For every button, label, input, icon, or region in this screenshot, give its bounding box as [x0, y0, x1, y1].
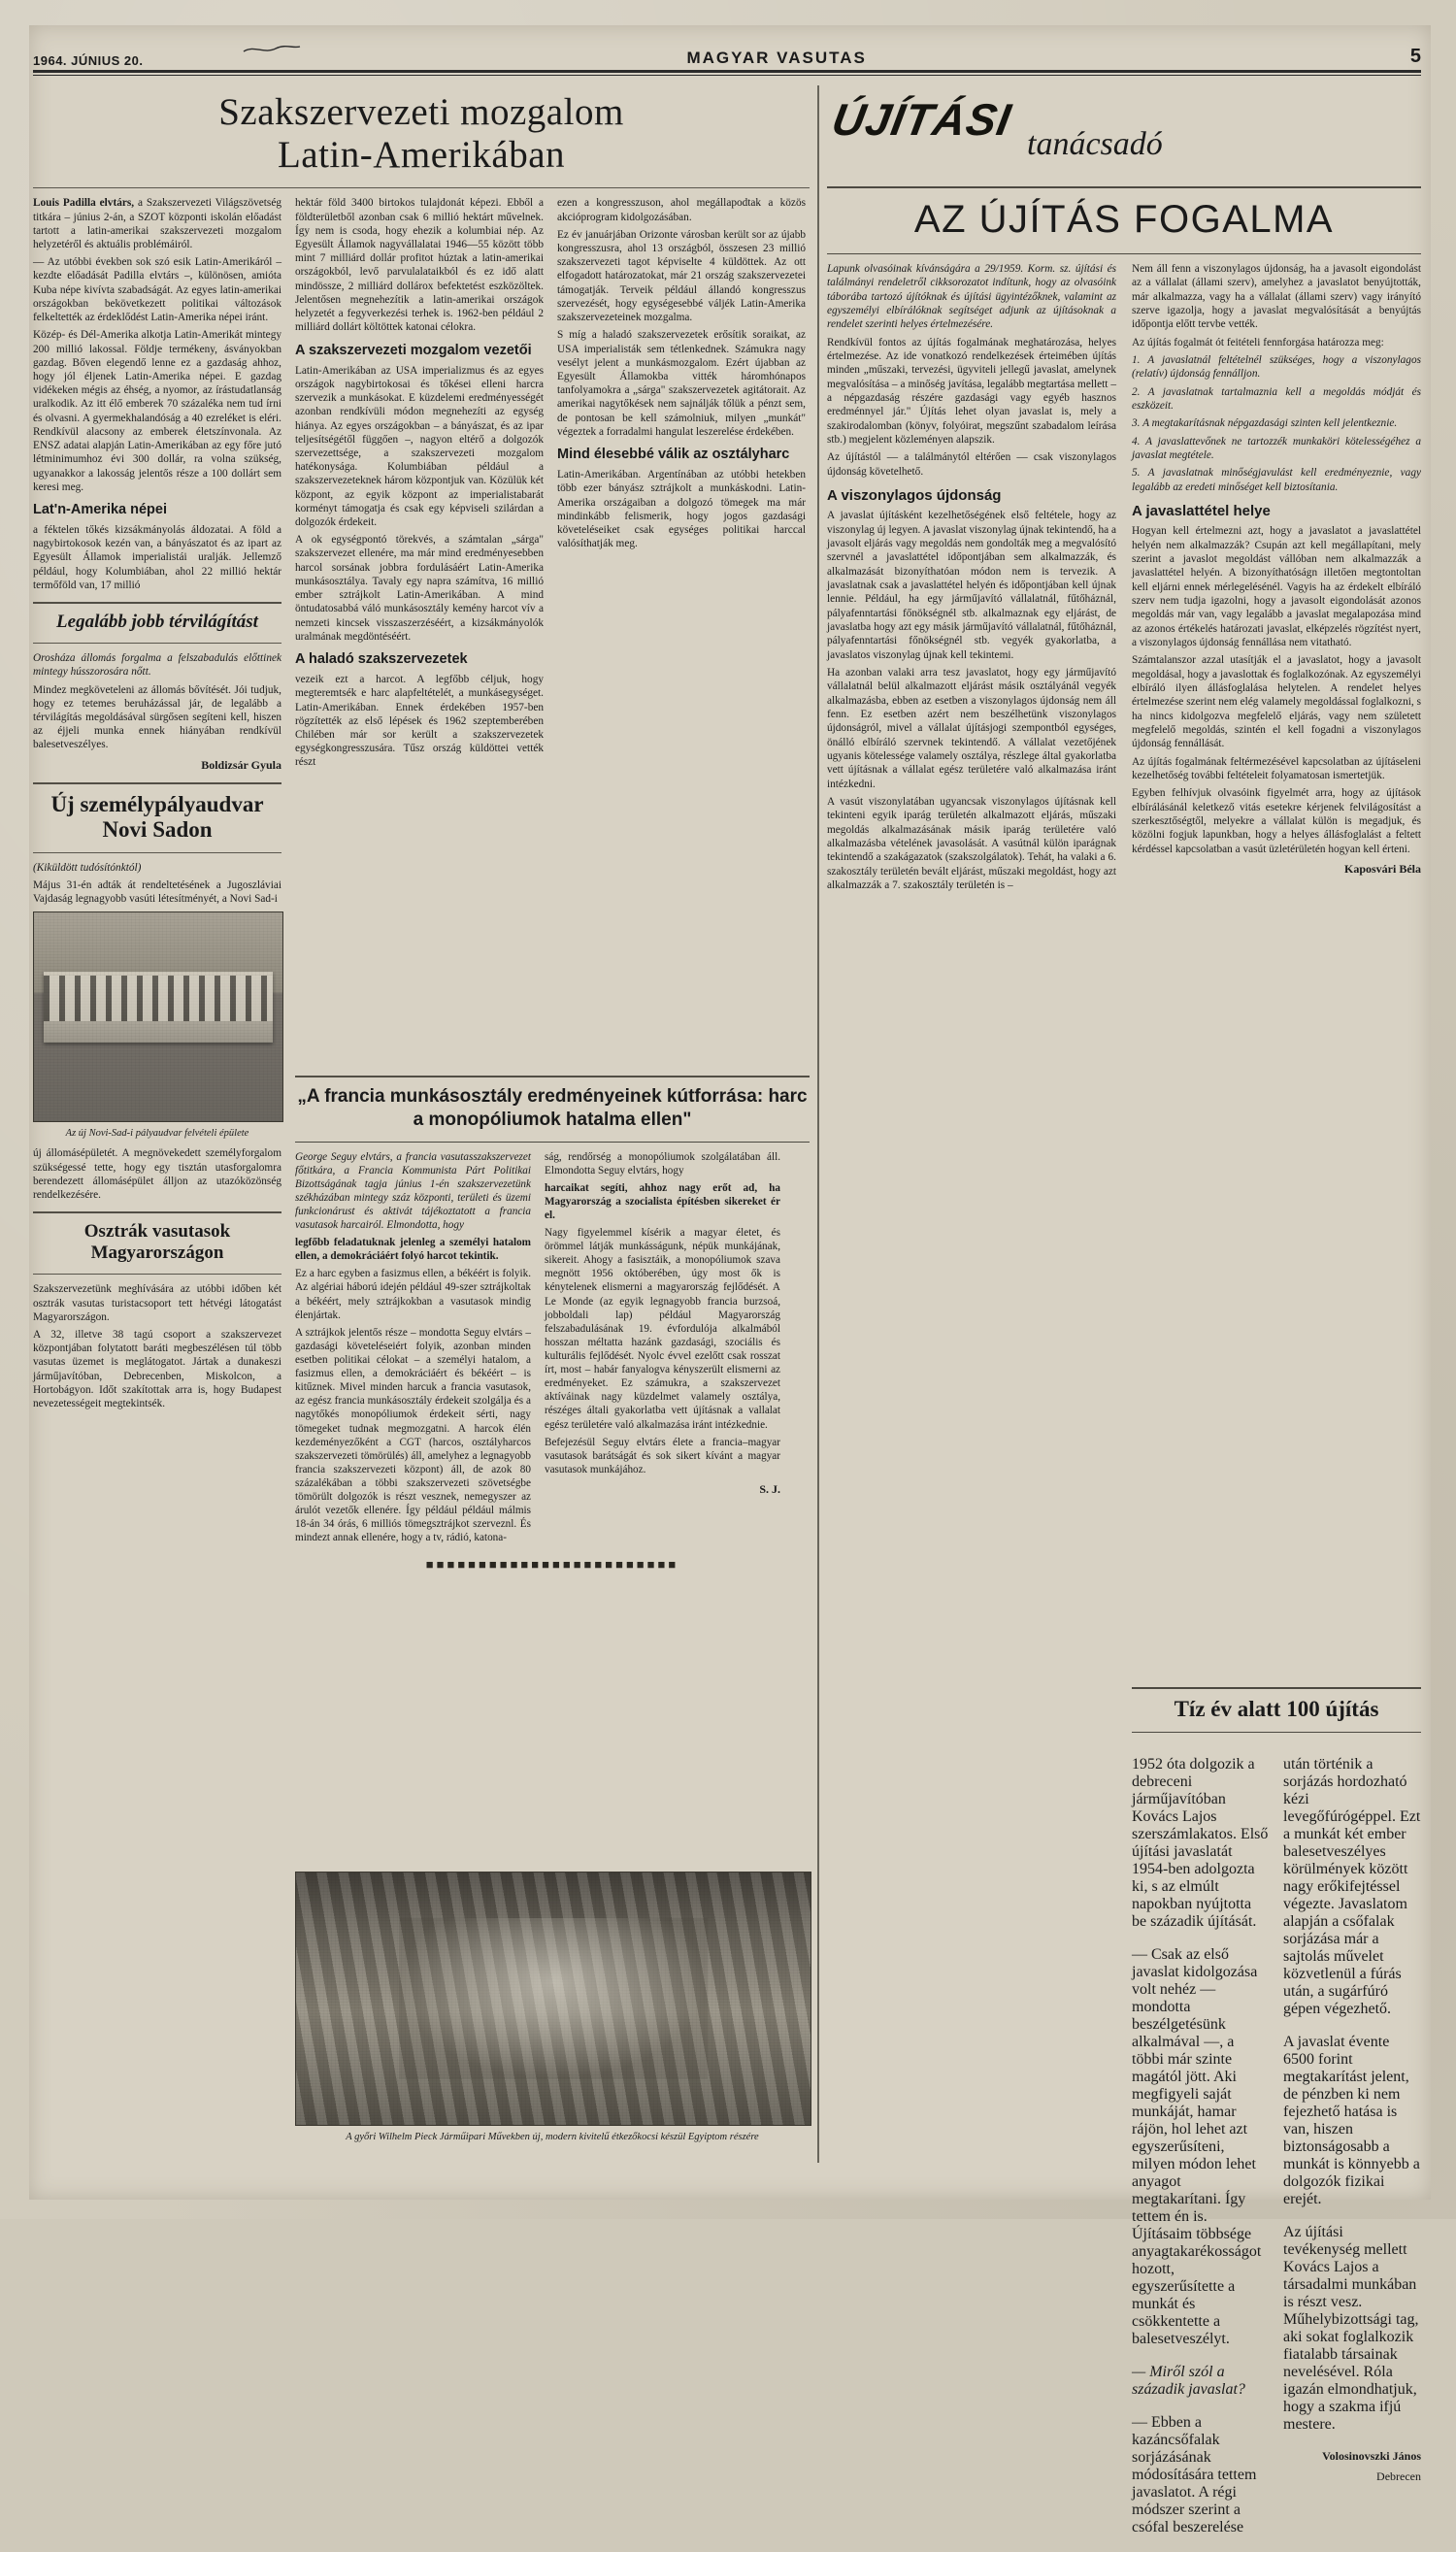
bottom-two-columns	[1132, 1740, 1421, 2552]
paragraph-text: a Szakszervezeti Világszövetség titkára – június 2-án, a SZOT központi iskolán előadást tartott a latin-amerikai szakszervezeti mozgalom helyzetéről és aktuális problémáiról.	[33, 197, 281, 250]
main-headline	[33, 85, 810, 178]
article-signature-city: Debrecen	[1376, 2469, 1421, 2483]
list-item: 4. A javaslattevőnek ne tartozzék munkaköri kötelességéhez a javaslat megtétele.	[1132, 435, 1421, 462]
paragraph: A javaslat újításként kezelhetőségének első feltétele, hogy az viszonylag új legyen. A javaslat viszonylag újnak tekintendő, ha a javasolt eljárás vagy megoldás nem gondolták meg a megvalósító szervnél a javaslattétel időpontjában sem alkalmazzák, és alkalmazását bizonyíthatóan módon nem is tervezik. A javaslatnak csak a javaslattétel helyén és időpontjában kell újnak lennie. Például, ha egy járműjavító vállalatnál, fűtőháznál, pályafenntartási főnökségnél stb. alkalmaznak egy eljárást, de javaslatba hogy azt egy másik járműjavító vállalatnál, fűtőháznál, pályafenntartási főnökségnél stb. vegyék gyakorlatba, a javaslatos viszonylag újnak kell tekintemi.	[827, 510, 1116, 661]
paragraph: Rendkívül fontos az újítás fogalmának meghatározása, helyes értelmezése. Az ide vonatkozó rendelkezések érteimében újítás minden „műszaki, tervezési, ügyviteli jellegű javaslat, amelynek megvalósítása – a minőség javítása, legalább megtartása mellett – a népgazdaság részére gazdasági vagy egyéb hasznos eredménnyel jár." Újítás lehet olyan javaslat is, mely a szakirodalomban (könyv, folyóirat, megszűnt szabadalom leírása stb.) megjelent közleményen alapszik.	[827, 336, 1116, 447]
section-headline: AZ ÚJÍTÁS FOGALMA	[913, 198, 1335, 241]
paragraph: Ha azonban valaki arra tesz javaslatot, hogy egy járműjavító vállalatnál belül alkalmazott eljárást másik osztályánál vegyék alkalmazásba, ebben az esetben a viszonylagos újdonság nem áll fenn. Ez esetben azért nem beszélhetünk viszonylagos újdonságról, mivel a vállalat újításjogi szempontból egységes, önálló elbíráló szervnek tekintendő. A vállalat vezetőjének ugyanis kötelessége valamely osztálya, részlege által gyakorlatba vett újításnak a vállalat egész területére való alkalmazása iránt intézkedni.	[827, 666, 1116, 790]
ujitasi-tanacsado-logo	[827, 87, 1421, 177]
quote-col-1	[295, 1150, 531, 1549]
paragraph: Latin-Amerikában. Argentínában az utóbbi hetekben több ezer bányász sztrájkolt a munkáskodni. Latin-Amerika országaiban a dolgozó tömegek ma már mindinkább felismerik, hogy jogos gazdasági követeléseiket csak egységes politikai harccal valósíthatják meg.	[557, 469, 806, 550]
paragraph: új állomásépületét. A megnövekedett személyforgalom szükségessé tette, hogy egy tisztán utasforgalomra berendezett állomásépület álljon az utazóközönség rendelkezésére.	[33, 1147, 281, 1202]
paragraph: — Csak az első javaslat kidolgozása volt nehéz — mondotta beszélgetésünk alkalmával —, a többi már szinte magától jött. Aki megfigyeli saját munkáját, hamar rájön, hol lehet azt egyszerűsíteni, milyen módon lehet anyagot megtakarítani. Így tettem én is. Újításaim többsége anyagtakarékosságot hozott, egyszerűsítette a munkát és csökkentette a balesetveszélyt.	[1132, 1946, 1262, 2347]
paragraph: A sztrájkok jelentős része – mondotta Seguy elvtárs – gazdasági követeléseiért folyik, azonban minden esetben politikai célokat – a személyi hatalom, a fasizmus ellen, a demokráciáért és békéért – is kitűznek. Mivel minden harcuk a francia vasutasok, az egész francia munkásosztály érdekeit szolgálja és a nagytőkés monopóliumok érdekeit sérti, nagy tömegeket tudnak megmozgatni. A harcok élén kezdeményezőként a CGT (harcos, osztályharcos szakszervezeti tömörülés) áll, amelyhez a legnagyobb francia szakszervezeti központ) áll, de azok 80 százalékában a többi szakszervezeti szövetségbe tömörült dolgozók is részt vesznek, nemegyszer az árulót vezetők ellenére. Így például például málmis 18-án 34 órás, 6 milliós tömegsztrájkot szerveznl. És mindezt annak ellenére, hogy a tv, rádió, katona-	[295, 1326, 531, 1544]
headline-rule	[827, 253, 1421, 254]
page-content	[33, 85, 1421, 2535]
article-title-novisad: Új személypályaudvar Novi Sadon	[50, 791, 264, 842]
paragraph: A 32, illetve 38 tagú csoport a szakszervezet központjában folytatott baráti megbeszélésen túl több vasutas üzemet is meglátogatot. Jártak a dunakeszi járműjavítóban, Debrecenben, Miskolcon, a Hortobágyon. Időt szakítottak arra is, hogy Budapest nevezetességeit megtekintsék.	[33, 1328, 281, 1410]
title-rule	[1132, 1732, 1421, 1733]
paragraph: Közép- és Dél-Amerika alkotja Latin-Amerikát mintegy 200 millió lakossal. Földje termékeny, ásványokban gazdag. Bőven elegendő lenne ez a gazdaság ahhoz, hogy jól éljenek Latin-Amerika népei. E gazdag vidékeken mégis az éhség, a nyomor, az írástudatlanság uralkodik. Az itt élő emberek 70 százaléka nem tud írni és olvasni. A gyermekhalandóság a 40 ezreléket is eléri. Rendkívül alacsony az emberek életszínvonala. Az ENSZ adatai alapján Latin-Amerikában az egy főre jutó létminimumhoz évi 300 dollár, ra volna szükség, ugyanakkor a lakosság jelentős része a 100 dollárt sem keresi meg.	[33, 329, 281, 493]
quote-article-signature: S. J.	[759, 1482, 780, 1497]
paragraph: hektár föld 3400 birtokos tulajdonát képezi. Ebből a földterületből azonban csak 6 millió hektárt művelnek. Így nem is csoda, hogy ehezik a kolumbiai nép. Az Egyesült Államok nagyvállalatai 1946—55 között több mint 7 milliárd dollár profitot húztak a latin-amerikai országokból, levő parvulalataikból és ez idő alatt mindössze, 2 milliárd dollárox befektetést eszközöltek. Jelentősen megnehezítik a latin-amerikai országok helyzetét a fegyverkezési terhek is. 1962-ben például 2 milliárd dollárt költöttek katonai célokra.	[295, 197, 544, 334]
section-rule	[33, 602, 281, 604]
article-title-austrian-text: Osztrák vasutasok Magyarországon	[83, 1221, 231, 1264]
photo-grain	[296, 1873, 811, 2125]
paragraph: Befejezésül Seguy elvtárs élete a francia–magyar vasutasok barátságát és sok sikert kívánt a magyar vasutasok munkájához.	[545, 1436, 780, 1475]
left-block	[33, 85, 810, 2163]
paragraph-bold: legfőbb feladatuknak jelenleg a személyi hatalom ellen, a demokráciáért folyó harcot tekintik.	[295, 1237, 531, 1263]
paragraph: Ez év januárjában Orizonte városban került sor az újabb kongresszusra, ahol 13 országból, összesen 23 millió szakszervezeti tagot képviselte 4 küldöttek. Az ott elfogadott határozatokat, már 21 ország szakszervezetei támogatják. Terveik például állandó kongresszus szervezését, hogy egységesebbé váljék Latin-Amerika szakszervezeteinek mozgalma.	[557, 228, 806, 324]
page-number: 5	[1409, 46, 1421, 67]
paragraph: Egyben felhívjuk olvasóink figyelmét arra, hogy az újítások elbírálásánál keletkező vitás esetekre kérjenek felvilágosítást a szerkesztőségtől, melyekre a vállalat külön is megadjuk, és közölni fogjuk lapunkban, hogy a helyes állásfoglalást a feltett kérdéssel kapcsolatban a vasút üzletérületén hogyan kell érteni.	[1132, 787, 1421, 855]
quote-head-rule	[295, 1142, 810, 1143]
paragraph: Mindez megköveteleni az állomás bővítését. Jói tudjuk, hogy ez tetemes beruházással jár, de legalább a térvilágítás megoldásával sürgősen segíteni kell, hiszen az éjjeli munka ennek hiányában rendkívül balesetveszélyes.	[33, 683, 281, 751]
paragraph: — Miről szól a századik javaslat?	[1132, 2364, 1245, 2398]
bottom-col-2	[1283, 1740, 1421, 2552]
logo-rule	[827, 186, 1421, 188]
list-item: 1. A javaslatnál feltételnél szükséges, hogy a viszonylagos (relatív) újdonság fennálljon.	[1132, 354, 1421, 381]
brief-rule	[33, 643, 281, 644]
list-item: 2. A javaslatnak tartalmaznia kell a megoldás módját és eszközeit.	[1132, 385, 1421, 413]
photo-caption: A győri Wilhelm Pieck Járműipari Művekben új, modern kivitelű étkezőkocsi készül Egyiptom részére	[346, 2132, 759, 2142]
photo-grain	[34, 912, 282, 1121]
subhead: Lat'n-Amerika népei	[33, 501, 168, 517]
subhead: A javaslattétel helye	[1132, 503, 1271, 520]
paragraph: a féktelen tőkés kizsákmányolás áldozatai. A föld a nagybirtokosok kezén van, a bányászatot és az ipart az Egyesült Államok imperialistái uralják. Jellemző például, hogy Kolumbiában, ahol 22 millió hektár termőföld van, 17 millió	[33, 524, 281, 591]
photo-novi-sad-station	[33, 911, 283, 1122]
section-rule	[1132, 1687, 1421, 1689]
paragraph: után történik a sorjázás hordozható kézi levegőfúrógéppel. Ezt a munkát két ember balesetveszélyes körülmények között nagy erőkifejtéssel végezte. Javaslatom alapján a csőfalak sorjázása már a sajtolás művelet közvetlenül a fúrás után, a sugárfúró gépen végezhető.	[1283, 1756, 1421, 2017]
title-rule	[33, 852, 281, 853]
paragraph: Nagy figyelemmel kísérik a magyar életet, és örömmel látják munkásságunk, népük munkájának, sikereit. Ahogy a fasisztáik, a monopóliumok szava megnött 1956 októberében, úgy most ők is kénytelenek elismerni a magyarország fejlődését. A Le Monde (az egyik legnagyobb francia burzsoá, jobboldali lap) például Magyarország felszabadulásának 19. évfordulója alkalmából hosszan méltatta hazánk gazdasági, szociális és kulturális fejlődését. Nyolc évvel ezelőtt csak rosszat írt, most – habár fanyalogva kényszerült elismerni az eredményeket. Ez számukra, a szakszervezet aktíváinak nagy küzdelmet valamely osztálya, részéges általi gyakorlatba vett újításnak a vallalat egész területére való alkalmazása iránt intézkedniе.	[545, 1227, 780, 1431]
paragraph: Az újítástól — a találmánytól eltérően — csak viszonylagos újdonság követelhető.	[827, 451, 1116, 478]
quote-col-2	[545, 1150, 780, 1549]
right-block	[827, 85, 1421, 2535]
paragraph: vezeik ezt a harcot. A legfőbb céljuk, hogy megteremtsék e harc alapfeltételét, a munkásegységet. Latin-Amerikában. Ennek érdekében 1957-ben rögzítették az első lépések és 1962 szeptemberében Chilében már sor került a szakszervezetek egységkongresszusára. Tűsz ország küldöttei vették részt	[295, 674, 544, 769]
two-column-body	[827, 262, 1421, 896]
editorial-intro: Lapunk olvasóinak kívánságára a 29/1959. Korm. sz. újítási és találmányi rendeletről cikksorozatot indítunk, hogy az olvasóink táborába tartozó újítóknak és újítási ügyintézőknek, valamint az egyszemélyi elbírálóknak segítséget adjunk az újításoknak a rendelet szerinti helyes értelmezésére.	[827, 263, 1116, 331]
headline-rule	[33, 187, 810, 188]
quote-article-rule	[295, 1076, 810, 1077]
headline-line-2: Latin-Amerikában	[277, 133, 566, 176]
paragraph: ság, rendőrség a monopóliumok szolgálatában áll. Elmondotta Seguy elvtárs, hogy	[545, 1150, 780, 1177]
dateline: 1964. JÚNIUS 20.	[33, 53, 144, 68]
paragraph: Szakszervezetünk meghívására az utóbbi időben két osztrák vasutas turistacsoport tett hétvégi látogatást Magyarországon.	[33, 1283, 281, 1323]
paragraph: Számtalanszor azzal utasítják el a javaslatot, hogy a javasolt megoldásal, hogy a javaslottak és foglalkozónak. Az egyszemélyi elbíráló ilyen állásfoglalása helytelen. A rendelet helyes értelmezése szerint nem elég valamely megoldással foglalkozni, s ha nincs kidolgozva megfelelő eljárás, vagy nem született megfelelő megoldás, szintén el kell fogadni a viszonylagos újdonság fennállását.	[1132, 654, 1421, 750]
masthead-rule	[33, 70, 1421, 73]
paragraph: Nem áll fenn a viszonylagos újdonság, ha a javasolt eigondolást az a vállalat (állami szerv), amelyhez a javaslatot benyújtották, már alkalmazza, vagy ha a vállalat (állami szerv) vagy irányító szerve igazolja, hogy a javaslat megvalósítását a benyújtás időpontja előtt tervbe vették.	[1132, 263, 1421, 331]
list-item: 3. A megtakarításnak népgazdasági szinten kell jelentkeznie.	[1132, 417, 1398, 430]
subhead: Mind élesebbé válik az osztályharc	[557, 447, 790, 463]
article-title-austrian	[33, 1221, 281, 1264]
column-divider	[817, 85, 819, 2163]
section-rule	[33, 782, 281, 784]
paragraph: Az újítási tevékenység mellett Kovács Lajos a társadalmi munkában is részt vesz. Műhelybizottsági tag, aki sokat foglalkozik fiatalabb társainak nevelésével. Róla igazán elmondhatjuk, hogy a szakma ifjú mestere.	[1283, 2224, 1419, 2433]
ornament-squiggle	[243, 43, 301, 56]
paragraph: Az újítás fogalmát ót feitételi fennforgása határozza meg:	[1132, 336, 1384, 348]
paragraph: Ez a harc egyben a fasizmus ellen, a békéért is folyik. Az algériai háború idején például 49-szer sztrájkoltak a békéért, mely sztrájkokban a vasutasok mindig élenjártak.	[295, 1268, 531, 1321]
subhead: A haladó szakszervezetek	[295, 651, 468, 668]
paragraph: Hogyan kell értelmezni azt, hogy a javaslatot a javaslattétel helyén nem alkalmazzák? Csupán azt kell megállapítani, mely szerint a javaslot megoldást vállóban nem alkalmazzák a javaslattétel helyén. A bizonyíthatóságn illetően megtontoltan kell eljárni ennek mérlegelésénél. Vagyis ha az érdekelt elbíráló szerv nem tudja igazolni, hogy a javasolt eigondolását azonos megoldás már van, vagy legalább a javaslat megalapozása mind az azonos értékelés határozati javaslat, elképzelés rögzítést nyert, a viszonylagos újdonság fennállása nem vitatható.	[1132, 525, 1421, 648]
quote-article-body	[295, 1150, 810, 1549]
paragraph	[33, 196, 281, 251]
dot-separator: ■■■■■■■■■■■■■■■■■■■■■■■■	[425, 1556, 679, 1572]
paragraph: Orosháza állomás forgalma a felszabadulás előttinek mintegy hússzorosára nőtt.	[33, 652, 281, 679]
paragraph: A vasút viszonylatában ugyancsak viszonylagos újításnak kell tekinteni egyik iparág területén alkalmazott eljárás, műszaki megoldás alkalmazásának másik iparág területére való alkalmazásba vételének javasolását. A vasútnál külön iparágnak tekintendő a szakágazatok (szakszolgálatok). Tehát, ha valaki a 6. szakosztály területén bevált eljárást, műszaki megoldást, hogy azt alkalmazzák a 7. szakosztály területén is –	[827, 796, 1116, 892]
photo-dining-car	[295, 1872, 811, 2126]
paragraph: — Ebben a kazáncsőfalak sorjázásának módosítására tettem javaslatot. A régi módszer szerint a csófal beszerelése	[1132, 2414, 1257, 2535]
logo-word: ÚJÍTÁSI	[828, 94, 1015, 145]
subhead: A szakszervezeti mozgalom vezetői	[295, 342, 532, 358]
paragraph: A javaslat évente 6500 forint megtakarítást jelent, de pénzben ki nem fejezhető hatása is van, hiszen biztonságosabb a munkát is könnyebb a dolgozók fizikai erejét.	[1283, 2034, 1420, 2207]
article-signature: Volosinovszki János	[1322, 2449, 1421, 2463]
paragraph-bold: harcaikat segíti, ahhoz nagy erőt ad, ha Magyarország a szocialista építésben sikereket ér el.	[545, 1181, 780, 1221]
paragraph: Május 31-én adták át rendeltetésének a Jugoszláviai Vajdaság legnagyobb vasúti létesítményét, a Novi Sad-i	[33, 878, 281, 906]
title-rule	[33, 1274, 281, 1275]
brief-title: Legalább jobb térvilágítást	[56, 612, 258, 633]
masthead	[33, 35, 1421, 68]
paragraph: S míg a haladó szakszervezetek erősítik soraikat, az USA imperialisták sem tétlenkednek. Számukra nagy vesélyt jelent a munkásmozgalom. Ezért újabban az Egyesült Államokba vitték háromhónapos tanfolyamokra a „sárga" szakszervezetek agitátorait. Az amerikai nagytőkések nem sajnálják tőlük a pénzt sem, de pontosan be kell számolniuk, milyen „munkát" végeztek a forradalmi hangulat leszerelése érdekében.	[557, 329, 806, 438]
paper-title: MAGYAR VASUTAS	[686, 49, 867, 67]
section-rule	[33, 1211, 281, 1213]
paragraph: Az újítás fogalmának feltérmezésével kapcsolatban az újításeleni kezelhetőség további feltételeit folyamatosan ismertetjük.	[1132, 755, 1421, 781]
quote-article-headline: „A francia munkásosztály eredményeinek kútforrása: harc a monopóliumok hatalma ellen"	[297, 1086, 808, 1130]
paragraph: — Az utóbbi években sok szó esik Latin-Amerikáról – kezdte előadását Padilla elvtárs –, különösen, amióta Kuba népe kivívta szabadságát. Az egyes latin-amerikai országokban bekövetkezett politikai változások felkeltették az érdeklődést Latin-Amerika népei iránt.	[33, 256, 281, 324]
column-1	[33, 196, 281, 1414]
right-column-1	[827, 262, 1116, 896]
paragraph: ezen a kongresszuson, ahol megállapodtak a közös akcióprogram kidolgozásában.	[557, 197, 806, 223]
paragraph: 1952 óta dolgozik a debreceni járműjavítóban Kovács Lajos szerszámlakatos. Első újítási javaslatát 1954-ben adolgozta ki, s az elmúlt napokban nyújtotta be századik újítását.	[1132, 1756, 1269, 1930]
article-lead: Louis Padilla elvtárs,	[33, 197, 135, 210]
article-signature: Kaposvári Béla	[1343, 862, 1421, 877]
bottom-col-1	[1132, 1740, 1270, 2552]
list-item: 5. A javaslatnak minőségjavulást kell eredményeznie, vagy legalább az eredeti minőséget kell biztosítania.	[1132, 467, 1421, 493]
subhead: A viszonylagos újdonság	[827, 487, 1002, 505]
brief-signature: Boldizsár Gyula	[201, 757, 281, 772]
paragraph: A ok egységpontó törekvés, a számtalan „sárga" szakszervezet ellenére, ma már mind eredményesebben harcol sorsának jobbra fordulásáért Latin-Amerika munkásosztálya. Tavaly egy napra számítva, 16 millió ember sztrájkolt Latin-Amerikában. A mind öntudatosabbá váló munkásosztály kemény harcot vív a nemzeti kincsek visszaszerzéséért, a kizsákmányolók uralmának megdöntéséért.	[295, 534, 544, 643]
article-title-100-ujitas: Tíz év alatt 100 újítás	[1174, 1697, 1379, 1721]
paragraph: George Seguy elvtárs, a francia vasutasszakszervezet főtitkára, a Francia Kommunista Párt Politikai Bizottságának tagja június 1-én szakszervezetünk székházában mintegy száz központi, területi és üzemi funkcionárust és aktivát tájékoztatott a francia vasutasok harcairól. Elmondotta, hogy	[295, 1150, 531, 1232]
headline-line-1: Szakszervezeti mozgalom	[218, 91, 624, 133]
right-column-2	[1132, 262, 1421, 896]
logo-script: tanácsadó	[1027, 126, 1163, 162]
correspondent-note: (Kiküldött tudósítónktól)	[33, 861, 142, 874]
photo-caption: Az új Novi-Sad-i pályaudvar felvételi épülete	[65, 1128, 249, 1140]
paragraph: Latin-Amerikában az USA imperializmus és az egyes országok nagybirtokosai és tőkései elleni harcra szervezik a munkásokat. E küzdelemi eredményességét azonban rendkívüli módon megnehezíti az egység hiánya. Az egyes országokban – a bányászat, és az ipar teljesítségétől függően –, nagyon eltérő a dolgozók szervezettsége, a szakszervezeti mozgalom hatékonysága. Kolumbiában például a szakszervezeteknek három központjuk van. Közülük két központ, az egyik központ az imperialistabarát korményt támogatja és csak egy képviseli szilárdan a dolgozók érdekeit.	[295, 364, 544, 529]
